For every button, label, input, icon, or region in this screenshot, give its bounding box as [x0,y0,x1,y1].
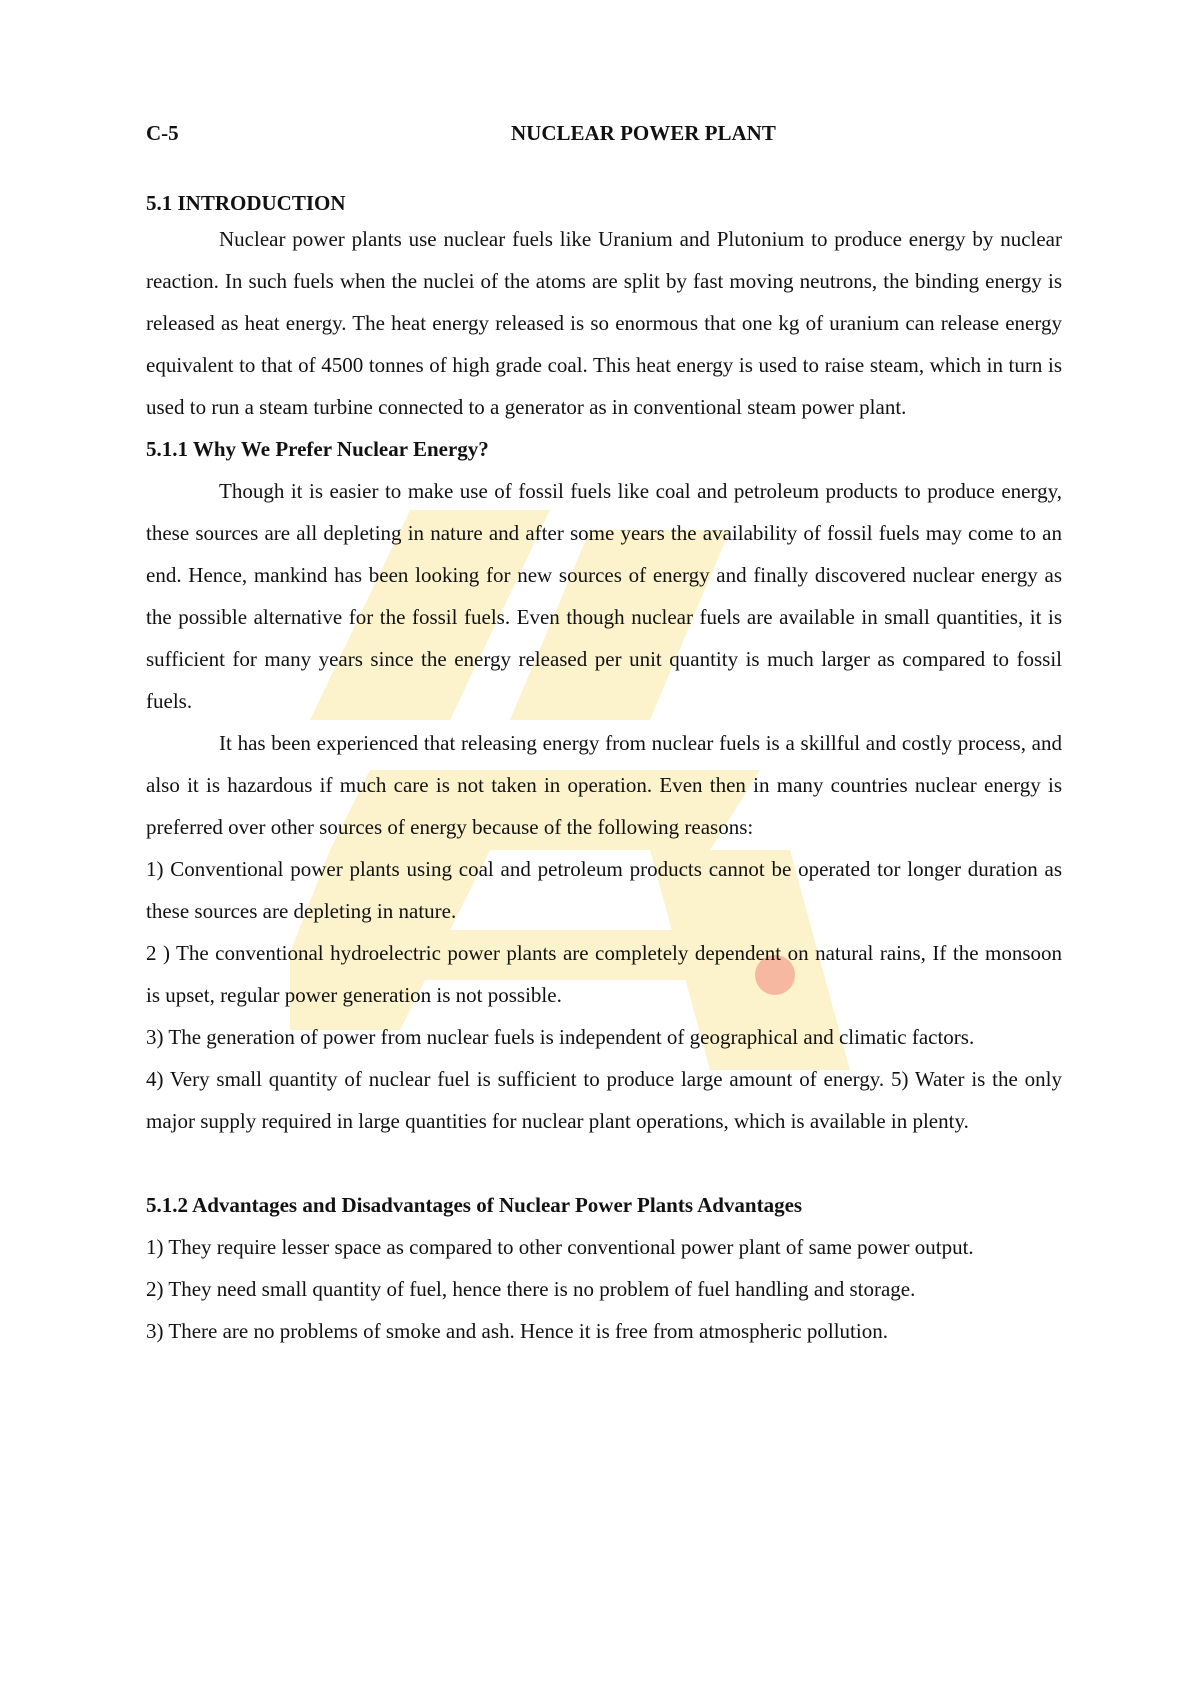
reason-item: 4) Very small quantity of nuclear fuel is sufficient to produce large amount of energy. 5) Water is the only major supply required in large quantities for nuclear plant operations, which is available in plenty. [146,1067,1062,1133]
advantage-item: 3) There are no problems of smoke and ash. Hence it is free from atmospheric pollution. [146,1319,888,1343]
reason-item: 2 ) The conventional hydroelectric power plants are completely dependent on natural rains, If the monsoon is upset, regular power generation is not possible. [146,941,1062,1007]
chapter-title: NUCLEAR POWER PLANT [511,121,776,145]
chapter-number: C-5 [146,121,179,145]
reason-item: 1) Conventional power plants using coal and petroleum products cannot be operated tor longer duration as these sources are depleting in nature. [146,857,1062,923]
document-page [146,118,1062,1352]
reason-item: 3) The generation of power from nuclear fuels is independent of geographical and climatic factors. [146,1025,975,1049]
intro-paragraph: Nuclear power plants use nuclear fuels like Uranium and Plutonium to produce energy by nuclear reaction. In such fuels when the nuclei of the atoms are split by fast moving neutrons, the binding energy is released as heat energy. The heat energy released is so enormous that one kg of uranium can release energy equivalent to that of 4500 tonnes of high grade coal. This heat energy is used to raise steam, which in turn is used to run a steam turbine connected to a generator as in conventional steam power plant. [146,227,1062,419]
advantage-item: 1) They require lesser space as compared to other conventional power plant of same power output. [146,1235,974,1259]
why-heading: 5.1.1 Why We Prefer Nuclear Energy? [146,437,489,461]
advantages-heading: 5.1.2 Advantages and Disadvantages of Nuclear Power Plants Advantages [146,1193,803,1217]
advantage-item: 2) They need small quantity of fuel, hence there is no problem of fuel handling and storage. [146,1277,916,1301]
page-header [146,118,1062,148]
why-paragraph-1: Though it is easier to make use of fossil fuels like coal and petroleum products to produce energy, these sources are all depleting in nature and after some years the availability of fossil fuels may come to an end. Hence, mankind has been looking for new sources of energy and finally discovered nuclear energy as the possible alternative for the fossil fuels. Even though nuclear fuels are available in small quantities, it is sufficient for many years since the energy released per unit quantity is much larger as compared to fossil fuels. [146,479,1062,713]
section-gap [146,1142,1062,1184]
why-paragraph-2: It has been experienced that releasing energy from nuclear fuels is a skillful and costly process, and also it is hazardous if much care is not taken in operation. Even then in many countries nuclear energy is preferred over other sources of energy because of the following reasons: [146,731,1062,839]
intro-heading: 5.1 INTRODUCTION [146,191,346,215]
